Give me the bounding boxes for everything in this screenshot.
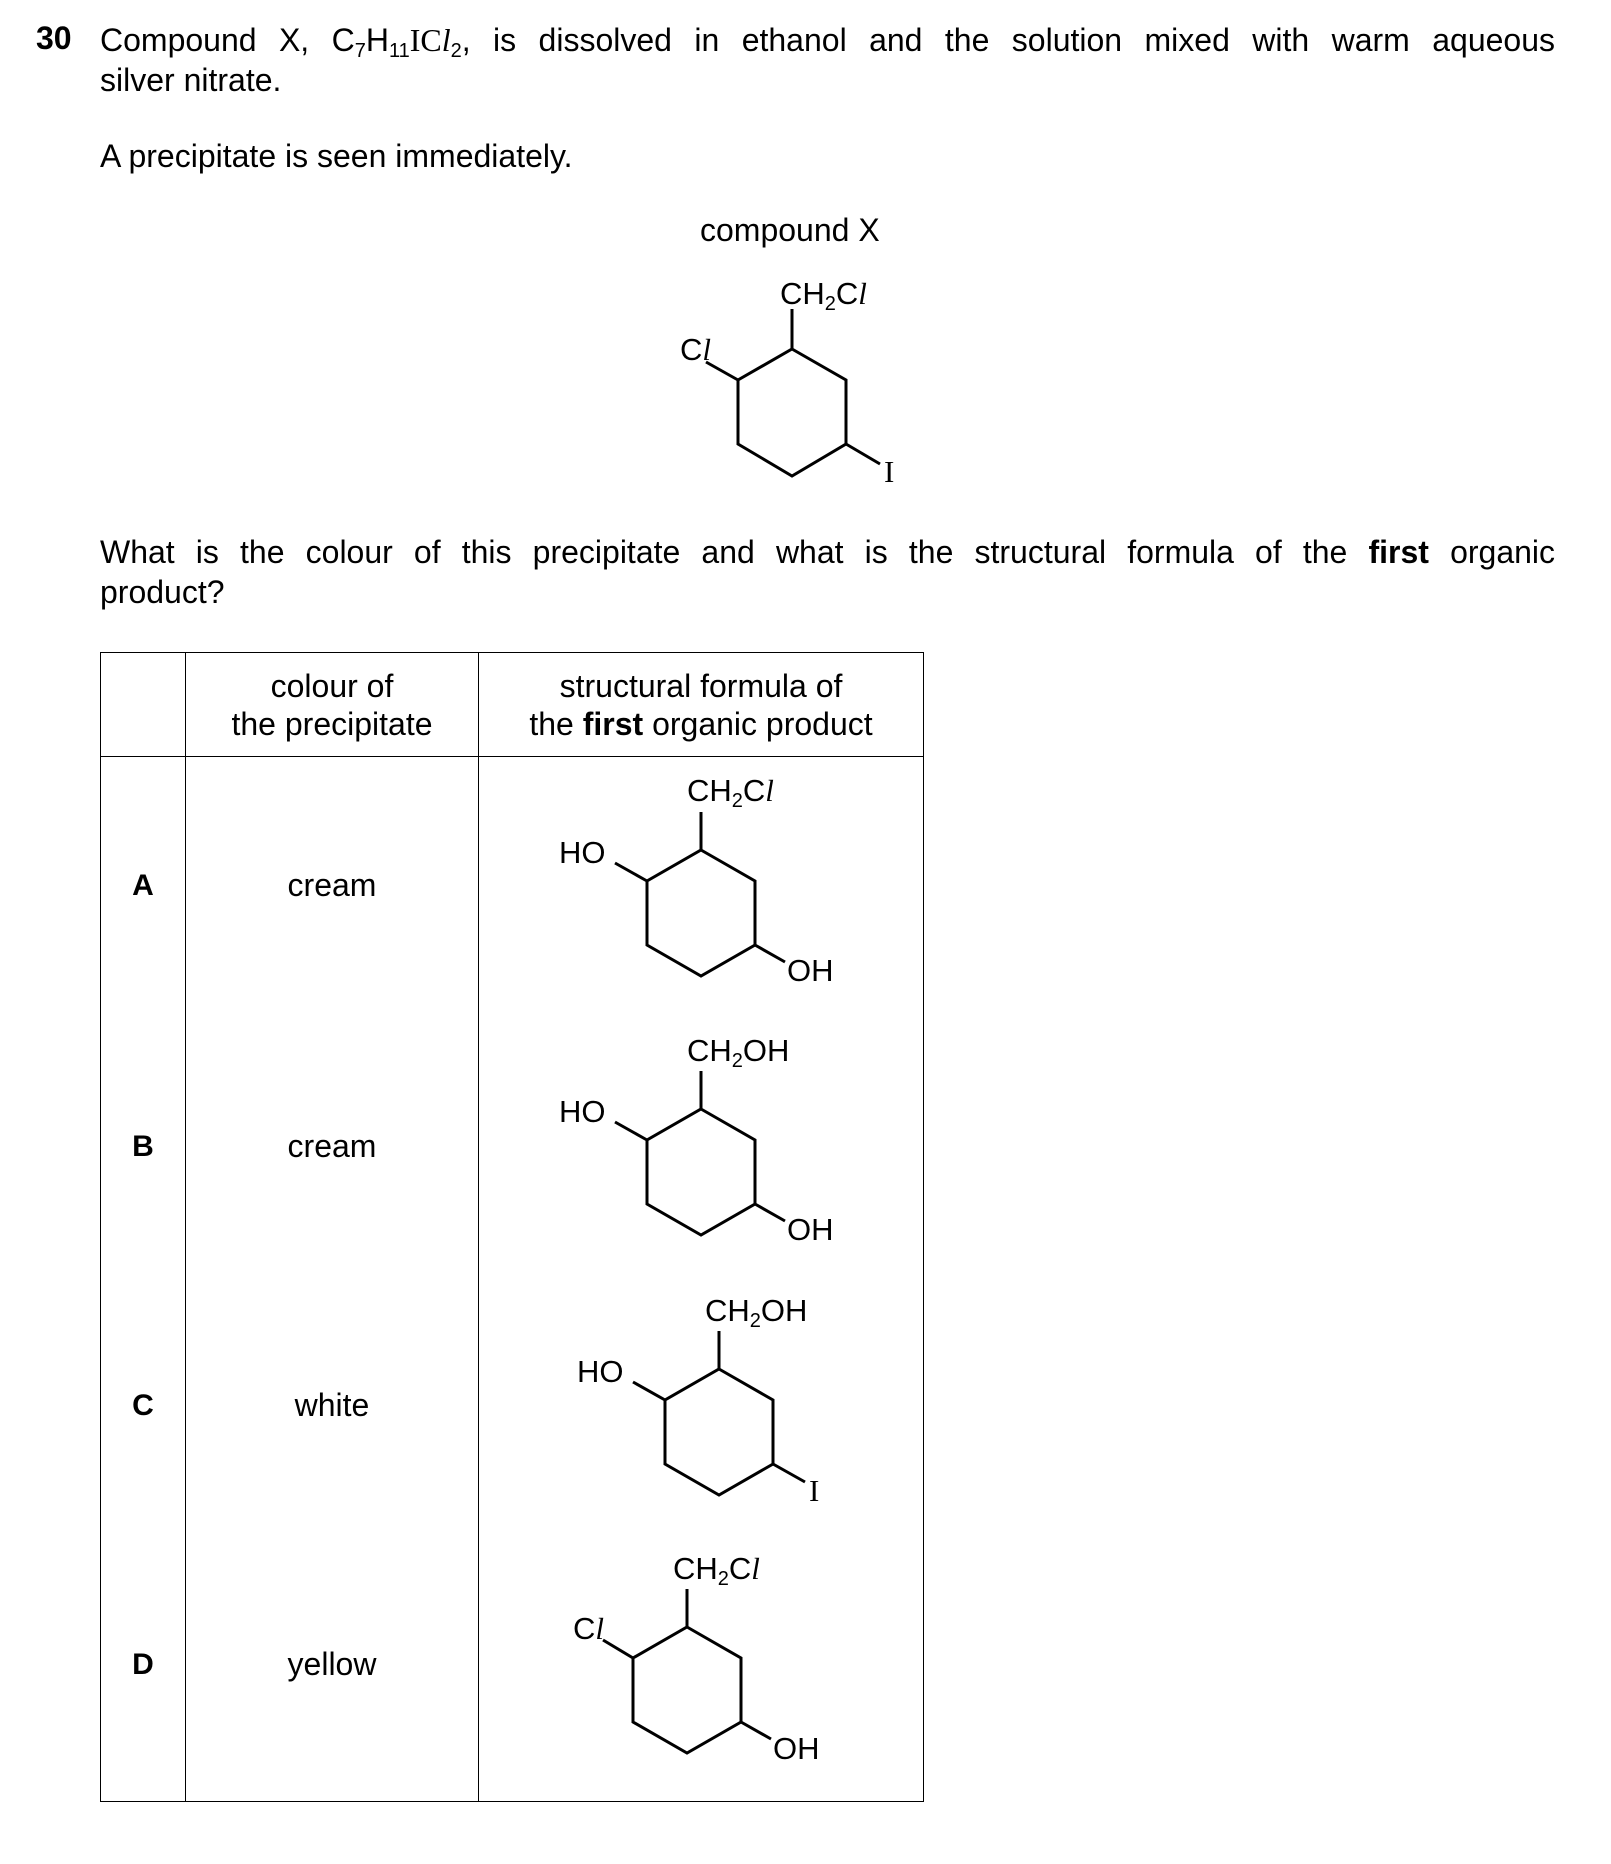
option-c-colour: white xyxy=(294,1387,370,1423)
header-formula: structural formula of the first organic product xyxy=(479,653,924,757)
compound-x-right-group: I xyxy=(884,454,895,489)
option-c-letter: C xyxy=(132,1389,154,1422)
observation-text: A precipitate is seen immediately. xyxy=(100,138,573,174)
option-d-colour: yellow xyxy=(287,1646,377,1682)
option-a-left-group: HO xyxy=(559,835,606,870)
intro-line-1: Compound X, $C_7H_{11}ICl_2$, is dissolved in ethanol and the solution mixed with warm aqueous xyxy=(100,22,1556,62)
question-text: What is the colour of this precipitate and what is the structural formula of the first organic product? xyxy=(100,534,1556,610)
option-c-right-group: I xyxy=(809,1473,820,1508)
option-a-letter: A xyxy=(132,869,154,902)
header-colour: colour of the precipitate xyxy=(186,653,479,757)
option-a-letter-cell xyxy=(101,757,185,1018)
option-a-right-group: OH xyxy=(787,953,834,988)
option-c-left-group: HO xyxy=(577,1354,624,1389)
option-b-letter-cell xyxy=(101,1018,185,1279)
option-c-top-group: $CH_2OH$ xyxy=(705,1293,808,1332)
option-b-left-group: HO xyxy=(559,1094,606,1129)
option-b-letter: B xyxy=(132,1130,154,1163)
option-b-top-group: $CH_2OH$ xyxy=(687,1033,790,1072)
option-d-right-group: OH xyxy=(773,1731,820,1766)
compound-x-top-group: $CH_2Cl$ xyxy=(780,276,867,315)
options-table xyxy=(100,652,924,1802)
header-blank xyxy=(101,653,186,757)
table-header-row xyxy=(101,653,924,757)
compound-x-ring xyxy=(0,0,1611,500)
option-a-colour: cream xyxy=(287,867,377,903)
option-b-ring xyxy=(615,1071,785,1235)
compound-x-caption: compound X xyxy=(700,212,880,248)
option-d-left-group: Cl xyxy=(573,1611,605,1646)
letters-column xyxy=(101,757,186,1802)
option-c-ring xyxy=(633,1331,805,1495)
formula-column xyxy=(479,757,924,1802)
compound-x-left-group: Cl xyxy=(680,332,712,367)
formula-structures xyxy=(479,757,923,1794)
option-b-colour: cream xyxy=(287,1128,377,1164)
option-d-ring xyxy=(603,1589,771,1753)
intro-line-2: silver nitrate. xyxy=(100,62,282,98)
option-b-right-group: OH xyxy=(787,1212,834,1247)
option-d-top-group: $CH_2Cl$ xyxy=(673,1551,760,1590)
option-d-letter-cell xyxy=(101,1540,185,1801)
option-a-top-group: $CH_2Cl$ xyxy=(687,773,774,812)
question-number: 30 xyxy=(36,20,72,56)
option-c-letter-cell xyxy=(101,1279,185,1540)
table-body-row xyxy=(101,757,924,1802)
colour-column xyxy=(186,757,479,1802)
formula-rings xyxy=(479,757,923,1794)
option-d-letter: D xyxy=(132,1648,154,1681)
option-a-ring xyxy=(615,812,785,976)
